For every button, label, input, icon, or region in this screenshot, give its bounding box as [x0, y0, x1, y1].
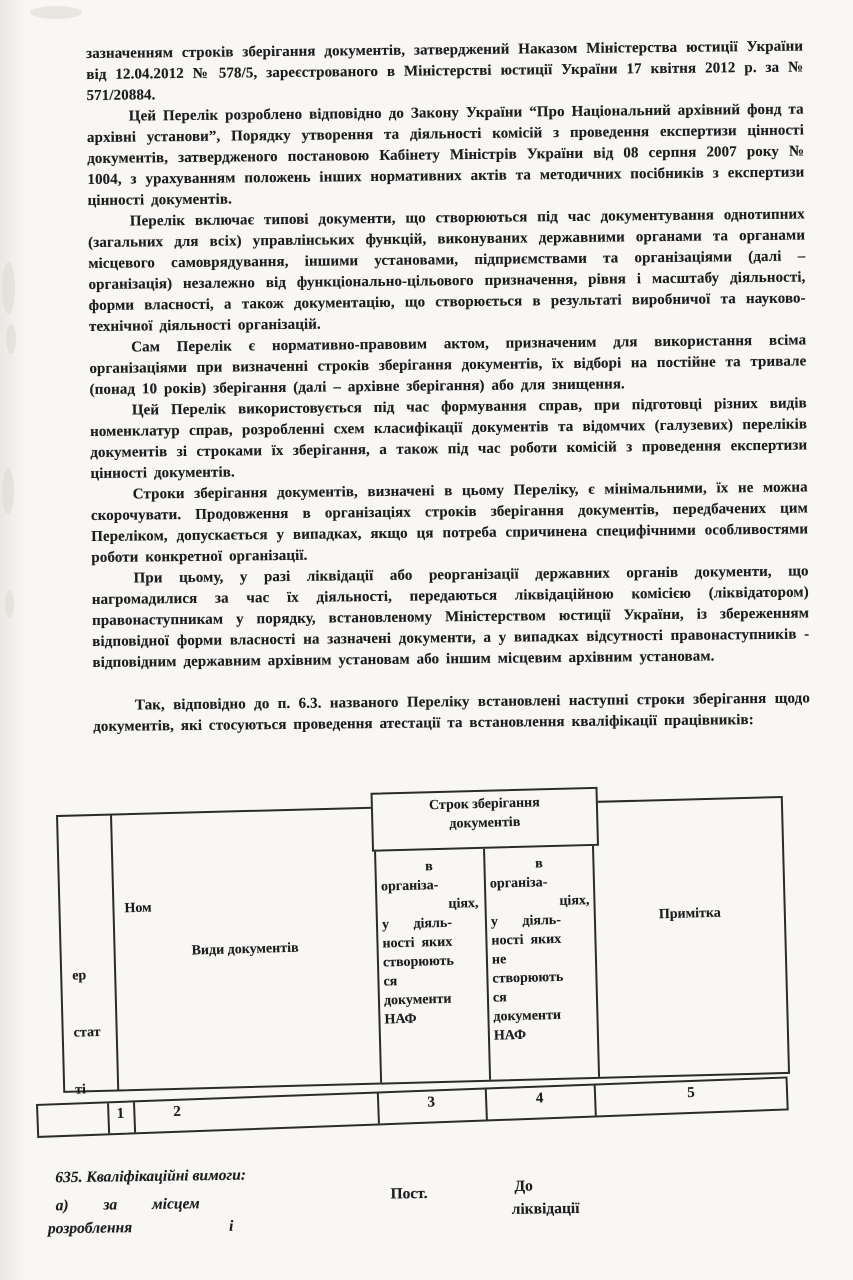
column-number-cell: 5 — [686, 1084, 696, 1102]
col3-line: ності яких — [382, 934, 453, 952]
scan-edge-shadow — [0, 0, 26, 1280]
entry-heading: 635. Кваліфікаційні вимоги: — [55, 1166, 247, 1187]
scan-smudge — [6, 324, 16, 354]
article-number-line: ер — [72, 968, 87, 984]
col3-line: створюють — [382, 953, 455, 971]
article-number-line: ті — [75, 1082, 87, 1098]
paragraph-3: Перелік включає типові документи, що створюються під час документування однотипних (загальних для всіх) управлінських функцій, виконуваних державними органами та органами місцевого самоврядування, іншими установами, підприємствами та організаціями (далі – організація) незалежно від функціонально-цільового призначення, рівня і масштабу діяльності, форми власності, а також документацію, що створюється в результаті виробничої та науково-технічної діяльності організацій. — [88, 206, 806, 335]
retention-span-header-line2: документів — [449, 814, 521, 832]
col4-line: ся — [492, 990, 507, 1006]
col3-line: документи — [383, 991, 452, 1009]
retention-span-header — [371, 787, 599, 852]
col3-line: в — [425, 859, 433, 875]
paragraph-6: Строки зберігання документів, визначені в цьому Переліку, є мінімальними, їх не можна скорочувати. Продовження в організаціях строків зберігання документів, передбачених цим Переліком, допускається у випадках, якщо ця потреба спричинена специфічними особливостями роботи конкретної організації. — [90, 479, 809, 566]
entry-note-likvidatsii: ліквідації — [511, 1199, 580, 1218]
paragraph-5: Цей Перелік використовується під час формування справ, при підготовці різних видів номенклатур справ, розробленні схем класифікації документів та відомчих (галузевих) переліків документів зі строками їх зберігання, а також під час роботи комісій з проведення експертизи цінності документів. — [89, 395, 808, 482]
column-number-cell: 4 — [535, 1090, 544, 1107]
entry-635 — [0, 1148, 853, 1270]
column-number-cell: 1 — [116, 1105, 125, 1123]
entry-note-do: До — [514, 1177, 533, 1195]
nom-fragment: Ном — [124, 900, 152, 917]
col4-no-naf-header — [489, 853, 593, 1046]
col3-line: НАФ — [384, 1011, 417, 1028]
scan-smudge — [5, 590, 14, 618]
col4-line: не — [491, 952, 507, 968]
col4-line: документи — [493, 1007, 562, 1025]
col4-line: ності яких — [491, 931, 562, 949]
col4-line: організа- — [489, 875, 548, 892]
paragraph-2: Цей Перелік розроблено відповідно до Закону України “Про Національний архівний фонд та архівні установи”, Порядку утворення та діяльності комісій з проведення експертизи цінності документів, затвердженого постановою Кабінету Міністрів України від 08 серпня 2007 року № 1004, з урахуванням положень інших нормативних актів та методичних посібників з експертизи цінності документів. — [86, 101, 805, 209]
col4-line: ціях, — [559, 893, 590, 909]
column-number-cell: 3 — [427, 1094, 436, 1111]
paragraph-7: При цьому, у разі ліквідації або реорганізації державних органів документи, що нагромадилися за час їх діяльності, передаються ліквідаційною комісією (ліквідатором) правонаступникам у порядку, встановленому Міністерством юстиції України, із збереженням відповідної форми власності на зазначені документи, а у випадках відсутності правонаступників - відповідним державним архівним установам або іншим місцевим архівним установам. — [91, 563, 810, 671]
col3-line: у діяль- — [381, 915, 453, 933]
column-number-cell: 2 — [173, 1103, 182, 1120]
paragraph-1: зазначенням строків зберігання документів, затверджений Наказом Міністерства юстиції України від 12.04.2012 № 578/5, зареєстрованого в Міністерстві юстиції України 17 квітня 2012 р. за № 571/20884. — [86, 38, 804, 104]
col3-line: ціях, — [448, 895, 479, 912]
scan-smudge — [2, 262, 15, 314]
note-column-header: Примітка — [658, 905, 721, 923]
col4-line: в — [534, 856, 543, 872]
entry-term-post: Пост. — [390, 1185, 428, 1203]
col3-naf-header — [380, 856, 481, 1029]
doc-types-column-header: Види документів — [191, 940, 299, 959]
paragraph-8: Так, відповідно до п. 6.3. названого Переліку встановлені наступні строки зберігання щодо документів, які стосуються проведення атестації та встановлення кваліфікації працівників: — [93, 690, 810, 735]
retention-table — [56, 795, 790, 1098]
body-text — [86, 36, 810, 737]
col3-line: ся — [383, 974, 398, 990]
col4-line: НАФ — [493, 1027, 527, 1044]
col4-line: створюють — [492, 969, 564, 987]
paragraph-4: Сам Перелік є нормативно-правовим актом, призначеним для використання всіма організаціями при визначенні строків зберігання документів, їх відборі на постійне та тривале (понад 10 років) зберігання (далі – архівне зберігання) або для знищення. — [89, 332, 807, 398]
retention-span-header-line1: Строк зберігання — [428, 795, 540, 814]
entry-row-a-line2: розроблення і — [47, 1217, 234, 1238]
article-number-line: стат — [73, 1024, 101, 1041]
scan-smudge — [2, 468, 14, 514]
entry-row-a-line1: а) за місцем — [55, 1195, 200, 1215]
scan-smudge — [30, 6, 82, 19]
col3-line: організа- — [380, 878, 439, 895]
col4-line: у діяль- — [490, 912, 562, 930]
